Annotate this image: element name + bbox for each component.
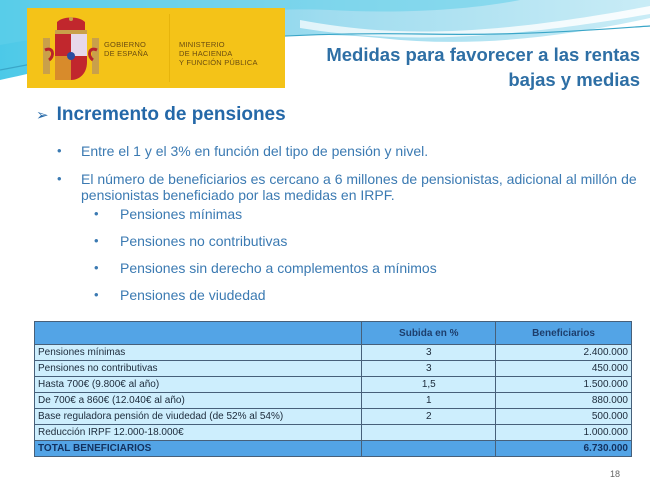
coat-of-arms-icon xyxy=(41,16,101,82)
table-row: Reducción IRPF 12.000-18.000€ 1.000.000 xyxy=(35,425,632,441)
table-row: Pensiones mínimas 3 2.400.000 xyxy=(35,345,632,361)
header-cell-increase: Subida en % xyxy=(362,322,496,345)
table-row: Hasta 700€ (9.800€ al año) 1,5 1.500.000 xyxy=(35,377,632,393)
logo-divider xyxy=(169,14,170,82)
table-header-row xyxy=(35,322,632,345)
sub-bullet-item: • Pensiones mínimas xyxy=(94,206,437,233)
arrow-bullet-icon: ➢ xyxy=(36,107,49,124)
header-cell-beneficiaries: Beneficiarios xyxy=(496,322,632,345)
table-total-row: TOTAL BENEFICIARIOS 6.730.000 xyxy=(35,441,632,457)
ministry-name: MINISTERIO DE HACIENDA Y FUNCIÓN PÚBLICA xyxy=(179,40,258,67)
bullet-item: • Entre el 1 y el 3% en función del tipo de pensión y nivel. xyxy=(57,143,428,159)
government-name: GOBIERNO DE ESPAÑA xyxy=(104,40,149,58)
bullet-item: • El número de beneficiarios es cercano a 6 millones de pensionistas, adicional al millón de pensionistas beneficiado por las medidas en IRPF. xyxy=(57,171,637,203)
beneficiaries-table xyxy=(34,321,632,457)
pension-type-list xyxy=(94,206,437,314)
sub-bullet-item: • Pensiones sin derecho a complementos a mínimos xyxy=(94,260,437,287)
slide-title: Medidas para favorecer a las rentas bajas y medias xyxy=(326,44,640,90)
sub-bullet-item: • Pensiones de viudedad xyxy=(94,287,437,314)
section-heading: ➢ Incremento de pensiones xyxy=(36,104,286,125)
page-number: 18 xyxy=(610,469,621,479)
table-row: Pensiones no contributivas 3 450.000 xyxy=(35,361,632,377)
sub-bullet-item: • Pensiones no contributivas xyxy=(94,233,437,260)
table-row: Base reguladora pensión de viudedad (de 52% al 54%) 2 500.000 xyxy=(35,409,632,425)
table-row: De 700€ a 860€ (12.040€ al año) 1 880.000 xyxy=(35,393,632,409)
header-cell-concept xyxy=(35,322,362,345)
